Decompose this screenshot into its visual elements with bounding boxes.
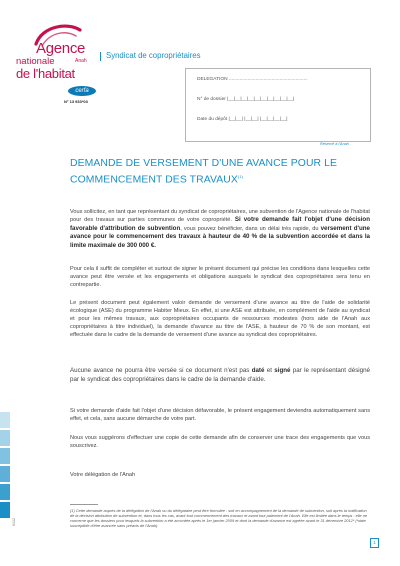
paragraph-intro bbox=[70, 208, 370, 250]
side-block-1 bbox=[0, 412, 10, 428]
logo-text-nationale: nationale bbox=[16, 56, 55, 67]
logo-text-habitat: de l'habitat bbox=[16, 66, 75, 81]
paragraph-defavorable: Si votre demande d'aide fait l'objet d'une décision défavorable, le présent engagement deviendra automatiquement sans effet, et cela, sans aucune démarche de votre part. bbox=[70, 408, 370, 422]
paragraph-ase: Le présent document peut également valoir demande de versement d'une avance au titre de l'aide de solidarité écologique (ASE) du programme Habiter Mieux. En effet, si une ASE est attribuée, en complément de l'aide au syndicat et pour les mêmes travaux, aux copropriétaires occupants de ressources modestes (hors aide de l'Anah aux copropriétaires à titre individuel), la demande d'avance au titre de l'ASE, à hauteur de 70 % de son montant, est effectuée dans le cadre de la demande de versement d'une avance au syndicat des copropriétaires. bbox=[70, 300, 370, 338]
paragraph-warning-rest: par le représentant désigné par le syndicat des copropriétaires dans le cadre de la demande d'aide. bbox=[70, 367, 370, 383]
paragraph-intro-bold2: versement d'une avance pour le commencement des travaux à hauteur de 40 % de la subvention accordée et dans la limite maximale de 300 000 €. bbox=[70, 224, 370, 249]
paragraph-warning-and: et bbox=[264, 367, 275, 374]
side-block-2 bbox=[0, 430, 10, 446]
paragraph-warning-sign: signé bbox=[274, 367, 291, 374]
header-separator bbox=[100, 52, 101, 61]
side-block-6 bbox=[0, 502, 10, 518]
page-title bbox=[70, 157, 370, 186]
paragraph-copy: Nous vous suggérons d'effectuer une copie de cette demande afin de conserver une trace des engagements que vous souscrivez. bbox=[70, 435, 370, 449]
side-block-4 bbox=[0, 466, 10, 482]
admin-box bbox=[185, 68, 371, 142]
cerfa-logo: cerfa bbox=[68, 86, 96, 96]
footnote-divider bbox=[70, 504, 98, 505]
page-number: 1 bbox=[370, 538, 379, 548]
logo-text-anah: Anah bbox=[75, 58, 87, 64]
reserve-label: Réservé à l'Anah bbox=[320, 142, 349, 146]
page-title-line1: DEMANDE DE VERSEMENT D'UNE AVANCE POUR LE bbox=[70, 158, 338, 169]
signature-line: Votre délégation de l'Anah bbox=[70, 472, 136, 478]
date-depot-field[interactable]: Date du dépôt |__|__| |__|__| |__|__|__|__| bbox=[197, 117, 288, 122]
paragraph-intro-text2: , vous pouvez bénéficier, dans un délai très rapide, du bbox=[180, 225, 321, 232]
delegation-field[interactable]: DELEGATION ........................................................... bbox=[197, 77, 308, 82]
paragraph-warning-text: Aucune avance ne pourra être versée si ce document n'est pas bbox=[70, 367, 252, 374]
logo-text-agence: Agence bbox=[36, 40, 86, 57]
header-title: Syndicat de copropriétaires bbox=[106, 51, 201, 60]
paragraph-warning bbox=[70, 367, 370, 384]
page-title-footnote-ref: (1) bbox=[237, 174, 244, 179]
side-code: 0412 bbox=[12, 518, 16, 526]
paragraph-intro-text: Vous sollicitez, en tant que représentant du syndicat de copropriétaires, une subvention de l'Agence nationale de l'habitat pour des travaux sur parties communes de votre copropriété. bbox=[70, 209, 370, 223]
dossier-number-field[interactable]: N° de dossier |__|__|__|__|__|__|__|__|__|__| bbox=[197, 97, 295, 102]
side-block-5 bbox=[0, 484, 10, 500]
paragraph-intro-bold: Si votre demande fait l'objet d'une décision favorable d'attribution de subvention bbox=[70, 216, 370, 232]
page-title-line2: COMMENCEMENT DES TRAVAUX bbox=[70, 174, 238, 186]
footnote: (1) Cette demande auprès de la délégation de l'Anah ou du délégataire peut être formulée : soit en accompagnement de la demande de subvention, soit après la notification de la décision attribution de subvention et, dans tous les cas, avant tout commencement des travaux et avant tout paiement de l'Anah. Elle est limitée dans le temps : elle ne concerne que les dossiers pour lesquels la subvention a été accordée après le 1er janvier 2009 et dont la demande d'avance est agréée avant le 31 décembre 2012* (*date susceptible d'être avancée sans préavis de l'Anah). bbox=[70, 508, 368, 528]
cerfa-number: N° 13 933*03 bbox=[64, 99, 88, 104]
paragraph-conditions: Pour cela il suffit de compléter et surtout de signer le présent document qui précise les conditions dans lesquelles cette avance peut être versée et les engagements et obligations auxquels le syndicat des copropriétaires sera tenu en contrepartie. bbox=[70, 266, 370, 288]
paragraph-warning-date: daté bbox=[251, 367, 265, 374]
side-block-3 bbox=[0, 448, 10, 464]
